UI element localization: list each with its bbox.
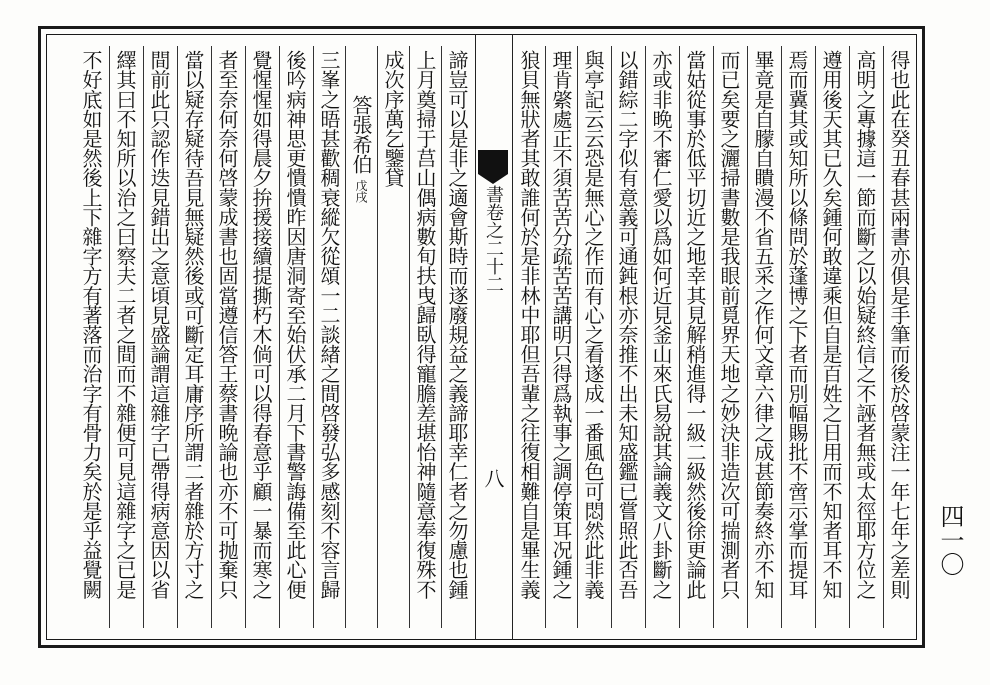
- column-rule: [883, 46, 884, 628]
- text-column: 諦豈可以是非之適會斯時而遂廢規益之義諦耶幸仁者之勿慮也鍾: [445, 50, 469, 599]
- column-rule: [211, 46, 212, 628]
- text-column: 成次序萬乞鑒貸: [381, 50, 405, 188]
- column-rule: [545, 46, 546, 628]
- column-rule: [611, 46, 612, 628]
- column-rule: [409, 46, 410, 628]
- column-rule: [313, 46, 314, 628]
- column-rule: [577, 46, 578, 628]
- column-rule: [177, 46, 178, 628]
- text-column: 覺惺惺如得晨夕拚援接續提撕朽木倘可以得春意乎顧一暴而寒之: [249, 50, 273, 599]
- column-rule: [245, 46, 246, 628]
- column-rule: [441, 46, 442, 628]
- text-column: 狼貝無狀者其敢誰何於是非林中耶但吾輩之往復相難自是畢生義: [517, 50, 541, 599]
- text-column: 與亭記云云恐是無心之作而有心之看遂成一番風色可悶然此非義: [581, 50, 605, 599]
- text-column: 畢竟是自朦自瞶漫不省五采之作何文章六律之成甚節奏終亦不知: [751, 50, 775, 599]
- text-column: 繹其曰不知所以治之曰察夫二者之間而不雜便可見這雜字之已是: [113, 50, 137, 599]
- text-column: 以錯綜二字似有意義可通鈍根亦奈推不出未知盛鑑已嘗照此否吾: [615, 50, 639, 599]
- letter-heading: [346, 95, 376, 245]
- column-rule: [279, 46, 280, 628]
- column-rule: [143, 46, 144, 628]
- center-leaf-number: 八: [481, 468, 505, 488]
- text-column: 亦或非晩不審仁愛以爲如何近見釜山來氏易說其論義文八卦斷之: [649, 50, 673, 599]
- letter-heading-title: 答張希伯: [349, 95, 373, 174]
- text-column: 間前此只認作迭見錯出之意頃見盛論謂這雜字已帶得病意因以省: [147, 50, 171, 599]
- text-column: 得也此在癸丑春甚兩書亦俱是手筆而後於啓蒙注一年七年之差則: [887, 50, 911, 599]
- column-rule: [849, 46, 850, 628]
- center-title: 書卷之二十二: [483, 185, 504, 293]
- column-rule: [747, 46, 748, 628]
- text-column: 不好底如是然後上下雜字方有著落而治字有骨力矣於是乎益覺闕: [79, 50, 103, 599]
- text-column: 者至奈何奈何啓蒙成書也固當遵信答王蔡書晩論也亦不可抛棄只: [215, 50, 239, 599]
- text-column: 理肯綮處正不須苦苦分疏苦苦講明只得爲執事之調停策耳况鍾之: [549, 50, 573, 599]
- text-column: 而已矣要之灑掃書數是我眼前覓界天地之妙決非造次可揣測者只: [717, 50, 741, 599]
- page-number: 四一〇: [936, 504, 964, 576]
- text-column: 上月奠掃于莒山偶病數旬扶曳歸臥得寵膽差堪怡神隨意奉復殊不: [413, 50, 437, 599]
- column-rule: [109, 46, 110, 628]
- text-column: 高明之專據這一節而斷之以始疑終信之不誣者無或太徑耶方位之: [853, 50, 877, 599]
- column-rule: [679, 46, 680, 628]
- column-rule: [713, 46, 714, 628]
- fishtail-mark: [478, 150, 508, 174]
- letter-heading-note: 戊戌: [354, 179, 368, 203]
- fishtail-mark-tip: [478, 174, 508, 184]
- text-column: 當姑從事於低平切近之地幸其見解稍進得一級二級然後徐更論此: [683, 50, 707, 599]
- column-rule: [377, 46, 378, 628]
- text-column: 當以疑存疑待吾見無疑然後或可斷定耳庸序所謂二者雜於方寸之: [181, 50, 205, 599]
- text-column: 三峯之晤甚歡稠衰縱欠從頌一二談緖之間啓發弘多感刻不容言歸: [317, 50, 341, 599]
- column-rule: [815, 46, 816, 628]
- text-column: 焉而冀其或知所以條問於蓬博之下者而別幅賜批不啻示掌而提耳: [785, 50, 809, 599]
- text-column: 後吟病神思更憒憒昨因唐洞寄至始伏承二月下書警誨備至此心便: [283, 50, 307, 599]
- column-rule: [781, 46, 782, 628]
- text-column: 遵用後天其已久矣鍾何敢違乘但自是百姓之日用而不知者耳不知: [819, 50, 843, 599]
- column-rule: [645, 46, 646, 628]
